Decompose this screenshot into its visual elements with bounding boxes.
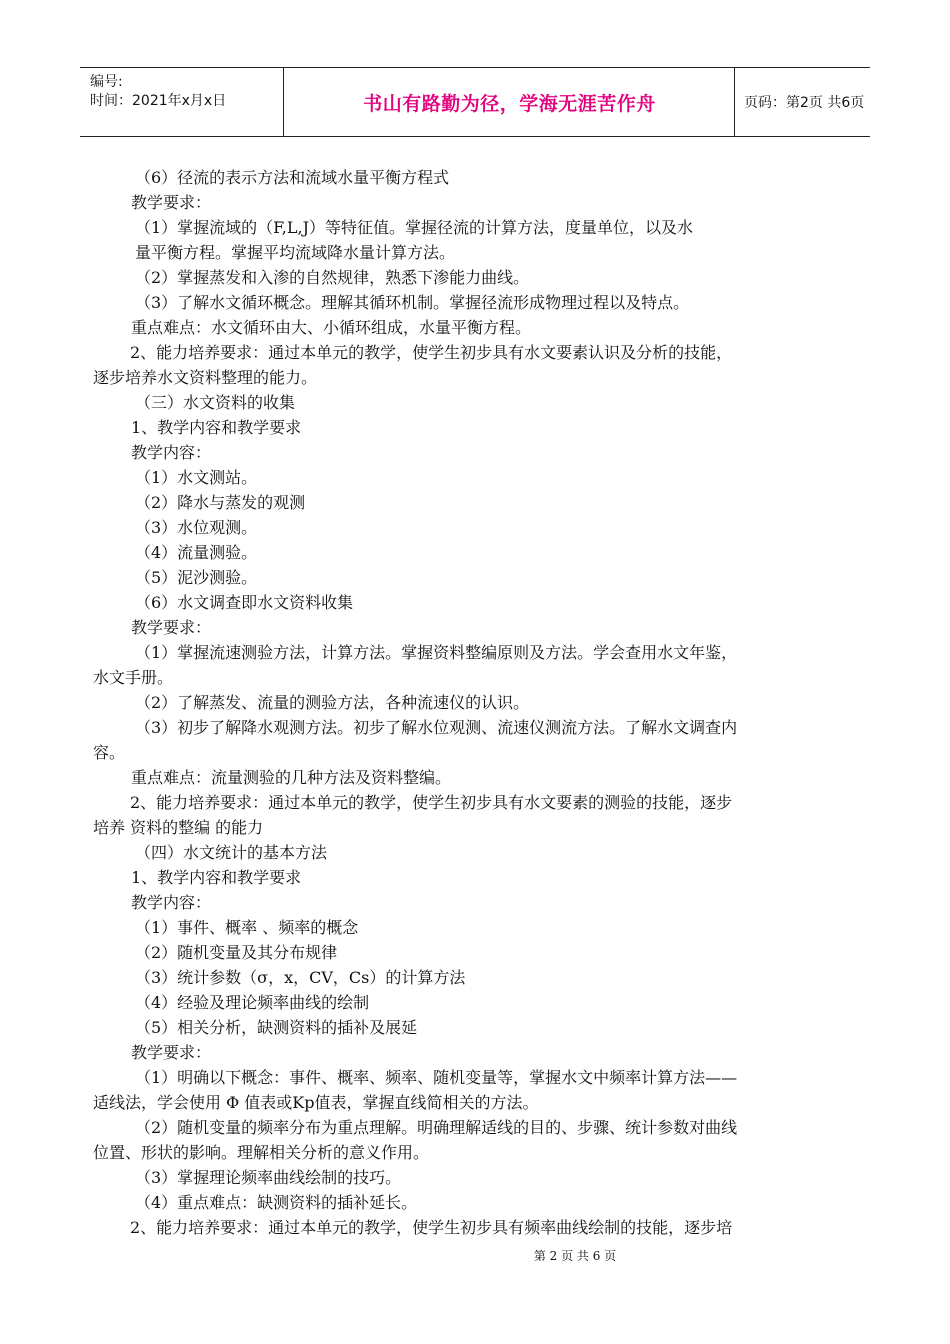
text-line: （1）掌握流速测验方法，计算方法。掌握资料整编原则及方法。学会查用水文年鉴， xyxy=(135,643,738,662)
text-line: 教学内容： xyxy=(131,893,212,912)
text-line: （1）事件、概率 、频率的概念 xyxy=(135,918,359,937)
text-line: 1、教学内容和教学要求 xyxy=(131,868,302,887)
text-line: （6）水文调查即水文资料收集 xyxy=(135,593,354,612)
text-line: （1）明确以下概念：事件、概率、频率、随机变量等，掌握水文中频率计算方法—— xyxy=(135,1068,738,1087)
text-line: （1）掌握流域的（F,L,J）等特征值。掌握径流的计算方法，度量单位，以及水 xyxy=(135,218,694,237)
text-line: （4）经验及理论频率曲线的绘制 xyxy=(135,993,370,1012)
text-line: （3）初步了解降水观测方法。初步了解水位观测、流速仪测流方法。了解水文调查内 xyxy=(135,718,738,737)
number-label: 编号: xyxy=(90,74,123,90)
header-left-cell xyxy=(80,68,284,136)
text-line: 培养 资料的整编 的能力 xyxy=(93,818,264,837)
text-line: 逐步培养水文资料整理的能力。 xyxy=(93,368,318,387)
text-line: （3）了解水文循环概念。理解其循环机制。掌握径流形成物理过程以及特点。 xyxy=(135,293,690,312)
text-line: 水文手册。 xyxy=(93,668,174,687)
text-line: （2）了解蒸发、流量的测验方法，各种流速仪的认识。 xyxy=(135,693,530,712)
text-line: 教学要求： xyxy=(131,193,212,212)
text-line: （5）相关分析，缺测资料的插补及展延 xyxy=(135,1018,418,1037)
text-line: （2）随机变量及其分布规律 xyxy=(135,943,338,962)
text-line: 1、教学内容和教学要求 xyxy=(131,418,302,437)
text-line: 教学内容： xyxy=(131,443,212,462)
text-line: 位置、形状的影响。理解相关分析的意义作用。 xyxy=(93,1143,430,1162)
motto: 书山有路勤为径，学海无涯苦作舟 xyxy=(363,92,656,115)
text-line: （5）泥沙测验。 xyxy=(135,568,258,587)
text-line: 量平衡方程。掌握平均流域降水量计算方法。 xyxy=(135,243,456,262)
footer-page-number: 第 2 页 共 6 页 xyxy=(533,1249,617,1263)
text-line: 2、能力培养要求：通过本单元的教学，使学生初步具有水文要素的测验的技能，逐步 xyxy=(130,793,733,812)
text-line: 容。 xyxy=(93,743,126,762)
header-motto-cell xyxy=(285,68,735,136)
text-line: （4）流量测验。 xyxy=(135,543,258,562)
text-line: （6）径流的表示方法和流域水量平衡方程式 xyxy=(135,168,450,187)
text-line: （3）统计参数（σ，x，CV，Cs）的计算方法 xyxy=(135,968,466,987)
text-line: 2、能力培养要求：通过本单元的教学，使学生初步具有水文要素认识及分析的技能， xyxy=(130,343,733,362)
page-info: 页码：第2页 共6页 xyxy=(744,95,865,111)
text-line: （4）重点难点：缺测资料的插补延长。 xyxy=(135,1193,418,1212)
text-line: （四）水文统计的基本方法 xyxy=(135,843,328,862)
text-line: （1）水文测站。 xyxy=(135,468,258,487)
page-header xyxy=(80,67,870,137)
text-line: 重点难点：水文循环由大、小循环组成，水量平衡方程。 xyxy=(131,318,532,337)
text-line: 教学要求： xyxy=(131,1043,212,1062)
date-label: 时间：2021年x月x日 xyxy=(90,93,227,109)
text-line: （三）水文资料的收集 xyxy=(135,393,296,412)
text-line: （3）掌握理论频率曲线绘制的技巧。 xyxy=(135,1168,402,1187)
text-line: （3）水位观测。 xyxy=(135,518,258,537)
text-line: （2）随机变量的频率分布为重点理解。明确理解适线的目的、步骤、统计参数对曲线 xyxy=(135,1118,738,1137)
text-line: （2）掌握蒸发和入渗的自然规律，熟悉下渗能力曲线。 xyxy=(135,268,530,287)
text-line: 重点难点：流量测验的几种方法及资料整编。 xyxy=(131,768,452,787)
text-line: 教学要求： xyxy=(131,618,212,637)
text-line: 2、能力培养要求：通过本单元的教学，使学生初步具有频率曲线绘制的技能，逐步培 xyxy=(130,1218,733,1237)
page-footer xyxy=(0,1247,950,1264)
text-line: 适线法，学会使用 Φ 值表或Kp值表，掌握直线简相关的方法。 xyxy=(93,1093,539,1112)
header-right-cell xyxy=(736,68,870,136)
text-line: （2）降水与蒸发的观测 xyxy=(135,493,306,512)
